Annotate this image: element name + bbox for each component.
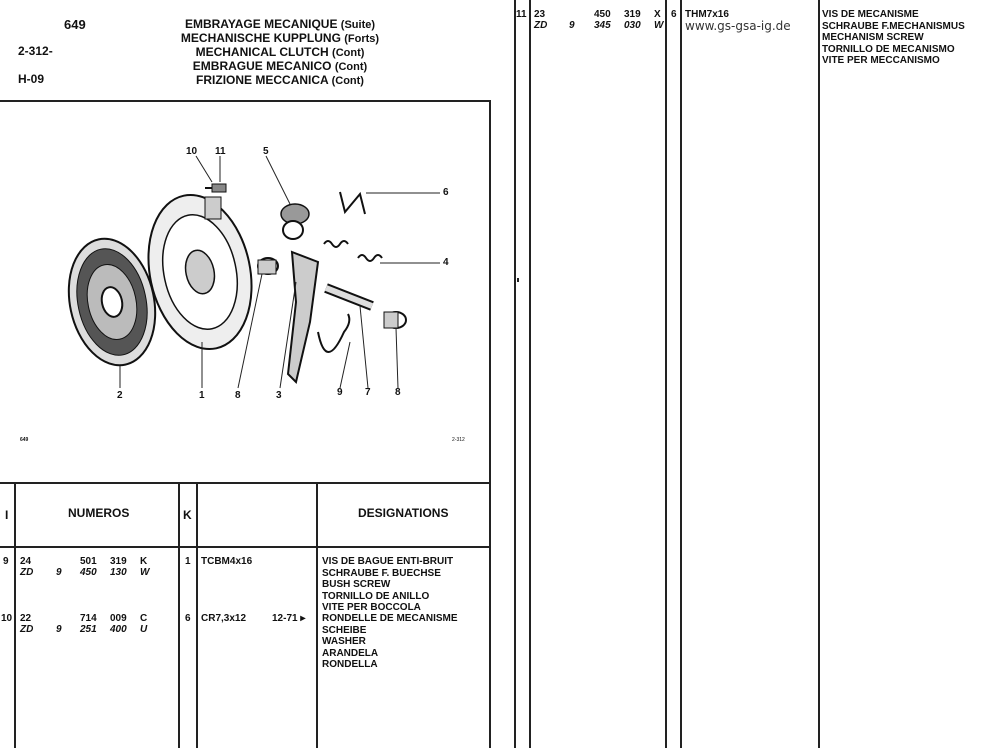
callout-11: 11 bbox=[215, 146, 226, 157]
pressure-plate bbox=[135, 185, 265, 358]
designation-de: SCHRAUBE F.MECHANISMUS bbox=[822, 20, 965, 32]
alt-number-c: 345 bbox=[594, 20, 611, 31]
title-it: FRIZIONE MECCANICA (Cont) bbox=[196, 73, 364, 87]
callout-3: 3 bbox=[276, 390, 282, 401]
right-col-k-rule bbox=[680, 0, 682, 748]
row-index: 9 bbox=[3, 556, 9, 567]
callout-9: 9 bbox=[337, 387, 343, 398]
callout-5: 5 bbox=[263, 146, 269, 157]
col-header-k: K bbox=[183, 508, 192, 522]
retaining-clip bbox=[318, 314, 349, 352]
page-number: 649 bbox=[64, 17, 86, 32]
part-number-a: 24 bbox=[20, 556, 32, 567]
part-number-c: 714 bbox=[80, 613, 97, 624]
designation-es: TORNILLO DE MECANISMO bbox=[822, 43, 955, 55]
right-page-left-rule bbox=[514, 0, 516, 748]
designation-es: TORNILLO DE ANILLO bbox=[322, 590, 430, 602]
callout-8-right: 8 bbox=[395, 387, 401, 398]
alt-number-d: 030 bbox=[624, 20, 641, 31]
col-numeros-rule bbox=[178, 482, 180, 748]
alt-number-e: U bbox=[140, 624, 148, 635]
clutch-exploded-diagram bbox=[0, 102, 488, 482]
quantity: 6 bbox=[671, 9, 677, 20]
col-header-numeros: NUMEROS bbox=[68, 506, 130, 520]
alt-number-a: ZD bbox=[20, 567, 34, 578]
website-link[interactable]: www.gs-gsa-ig.de bbox=[685, 19, 791, 33]
alt-number-d: 130 bbox=[110, 567, 127, 578]
table-top-rule bbox=[0, 482, 490, 484]
alt-number-e: W bbox=[654, 20, 664, 31]
callout-7: 7 bbox=[365, 387, 371, 398]
reference: THM7x16 bbox=[685, 9, 729, 20]
date-marker: 12-71 ▸ bbox=[272, 613, 306, 624]
mechanism-screw bbox=[205, 184, 226, 192]
sub-code: H-09 bbox=[18, 72, 45, 86]
designation-en: WASHER bbox=[322, 636, 366, 647]
title-fr: EMBRAYAGE MECANIQUE (Suite) bbox=[184, 17, 376, 31]
right-col-i-rule bbox=[529, 0, 531, 748]
callout-4: 4 bbox=[443, 257, 449, 268]
callout-6: 6 bbox=[443, 187, 449, 198]
part-number-d: 319 bbox=[110, 556, 127, 567]
col-i-rule bbox=[14, 482, 16, 748]
diagram-footer-right: 2-312 bbox=[452, 437, 465, 443]
right-col-ref-rule bbox=[818, 0, 820, 748]
table-header-rule bbox=[0, 546, 490, 548]
designation-fr: VIS DE MECANISME bbox=[822, 9, 919, 20]
part-number-e: C bbox=[140, 613, 148, 624]
diagram-right-rule bbox=[489, 100, 491, 748]
reference: TCBM4x16 bbox=[201, 556, 253, 567]
alt-number-e: W bbox=[140, 567, 150, 578]
designation-fr: RONDELLE DE MECANISME bbox=[322, 613, 458, 624]
callout-2: 2 bbox=[117, 390, 123, 401]
alt-number-a: ZD bbox=[20, 624, 34, 635]
col-header-i: I bbox=[5, 508, 9, 522]
return-springs bbox=[324, 241, 382, 261]
release-bearing bbox=[281, 204, 309, 239]
col-ref-rule bbox=[316, 482, 318, 748]
alt-number-c: 251 bbox=[80, 624, 97, 635]
title-en: MECHANICAL CLUTCH (Cont) bbox=[195, 45, 365, 59]
designation-de: SCHEIBE bbox=[322, 624, 367, 636]
designation-it: VITE PER BOCCOLA bbox=[322, 602, 421, 613]
designation-fr: VIS DE BAGUE ENTI-BRUIT bbox=[322, 556, 454, 567]
alt-number-b: 9 bbox=[56, 624, 62, 635]
title-de: MECHANISCHE KUPPLUNG (Forts) bbox=[180, 31, 380, 45]
callout-8-left: 8 bbox=[235, 390, 241, 401]
bush-left bbox=[258, 258, 278, 274]
designation-en: MECHANISM SCREW bbox=[822, 32, 924, 43]
designation-en: BUSH SCREW bbox=[322, 579, 391, 590]
designation-it: VITE PER MECCANISMO bbox=[822, 55, 940, 66]
quantity: 6 bbox=[185, 613, 191, 624]
part-number-c: 450 bbox=[594, 9, 611, 20]
bush-right bbox=[384, 312, 406, 328]
callout-1: 1 bbox=[199, 390, 205, 401]
row-index: 10 bbox=[1, 613, 13, 624]
col-k-rule bbox=[196, 482, 198, 748]
release-fork bbox=[288, 252, 318, 382]
fork-shaft bbox=[326, 288, 372, 306]
col-header-designations: DESIGNATIONS bbox=[358, 506, 449, 520]
tick-mark bbox=[517, 278, 519, 282]
right-col-numeros-rule bbox=[665, 0, 667, 748]
reference: CR7,3x12 bbox=[201, 613, 247, 624]
spring-clip bbox=[340, 192, 365, 214]
designation-de: SCHRAUBE F. BUECHSE bbox=[322, 567, 441, 579]
alt-number-d: 400 bbox=[110, 624, 127, 635]
row-index: 11 bbox=[516, 9, 527, 20]
part-number-e: X bbox=[654, 9, 661, 20]
part-number-a: 22 bbox=[20, 613, 32, 624]
title-es: EMBRAGUE MECANICO (Cont) bbox=[192, 59, 368, 73]
alt-number-b: 9 bbox=[56, 567, 62, 578]
alt-number-c: 450 bbox=[80, 567, 97, 578]
part-number-d: 319 bbox=[624, 9, 641, 20]
part-number-a: 23 bbox=[534, 9, 546, 20]
quantity: 1 bbox=[185, 556, 191, 567]
callout-10: 10 bbox=[186, 146, 198, 157]
part-number-e: K bbox=[140, 556, 148, 567]
ref-code: 2-312- bbox=[18, 44, 53, 58]
part-number-d: 009 bbox=[110, 613, 127, 624]
alt-number-a: ZD bbox=[534, 20, 548, 31]
part-number-c: 501 bbox=[80, 556, 97, 567]
diagram-footer-left: 649 bbox=[20, 437, 29, 443]
alt-number-b: 9 bbox=[569, 20, 575, 31]
designation-es: ARANDELA bbox=[322, 647, 379, 659]
designation-it: RONDELLA bbox=[322, 659, 378, 670]
